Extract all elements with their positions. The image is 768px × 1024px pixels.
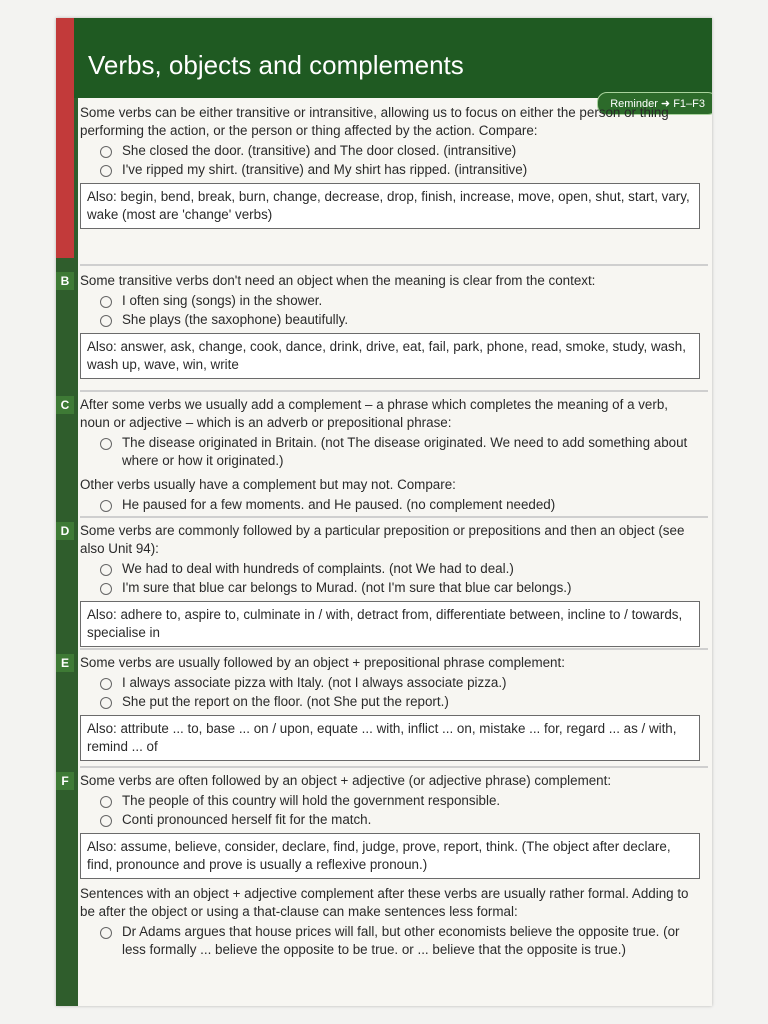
- bullet-circle-icon: [100, 927, 112, 939]
- bullet-circle-icon: [100, 697, 112, 709]
- section-intro-2: Sentences with an object + adjective complement after these verbs are usually rather formal. Adding to be after the object or using a that-clause can make sentences less formal:: [80, 886, 689, 919]
- section-divider: [80, 648, 708, 650]
- example-text: He paused for a few moments. and He paused. (no complement needed): [122, 497, 556, 512]
- example-item: [100, 693, 700, 711]
- bullet-circle-icon: [100, 146, 112, 158]
- section-letter-d: D: [56, 522, 74, 540]
- bullet-circle-icon: [100, 438, 112, 450]
- section-a: [80, 104, 700, 229]
- also-box: Also: adhere to, aspire to, culminate in / with, detract from, differentiate between, incline to / towards, specialise in: [80, 601, 700, 647]
- example-text: She closed the door. (transitive) and The door closed. (intransitive): [122, 143, 517, 158]
- reminder-badge: Reminder ➜ F1–F3: [597, 92, 712, 115]
- example-item: [100, 292, 700, 310]
- bullet-circle-icon: [100, 296, 112, 308]
- example-text: I've ripped my shirt. (transitive) and My shirt has ripped. (intransitive): [122, 162, 528, 177]
- section-c: [60, 396, 700, 515]
- bullet-circle-icon: [100, 796, 112, 808]
- section-letter-c: C: [56, 396, 74, 414]
- example-item: [100, 161, 700, 179]
- section-d: [60, 522, 700, 647]
- also-box: Also: assume, believe, consider, declare, find, judge, prove, report, think. (The object after declare, find, pronounce and prove is usually a reflexive pronoun.): [80, 833, 700, 879]
- section-intro-2: Other verbs usually have a complement but may not. Compare:: [80, 477, 456, 492]
- bullet-circle-icon: [100, 500, 112, 512]
- example-text: The people of this country will hold the government responsible.: [122, 793, 501, 808]
- also-box: Also: attribute ... to, base ... on / upon, equate ... with, inflict ... on, mistake ... for, regard ... as / with, remind ... of: [80, 715, 700, 761]
- section-intro: After some verbs we usually add a complement – a phrase which completes the meaning of a verb, noun or adjective – which is an adverb or prepositional phrase:: [80, 397, 669, 430]
- example-item: [100, 311, 700, 329]
- example-item: [100, 579, 700, 597]
- section-b: [60, 272, 700, 379]
- example-item: [100, 792, 700, 810]
- also-box: Also: begin, bend, break, burn, change, decrease, drop, finish, increase, move, open, shut, start, vary, wake (most are 'change' verbs): [80, 183, 700, 229]
- section-letter-e: E: [56, 654, 74, 672]
- example-item: [100, 560, 700, 578]
- example-text: I often sing (songs) in the shower.: [122, 293, 323, 308]
- example-item: [100, 434, 700, 470]
- section-divider: [80, 390, 708, 392]
- example-text: Conti pronounced herself fit for the match.: [122, 812, 372, 827]
- also-box: Also: answer, ask, change, cook, dance, drink, drive, eat, fail, park, phone, read, smoke, study, wash, wash up, wave, win, write: [80, 333, 700, 379]
- example-text: I'm sure that blue car belongs to Murad. (not I'm sure that blue car belongs.): [122, 580, 572, 595]
- example-item: [100, 674, 700, 692]
- bullet-circle-icon: [100, 564, 112, 576]
- bullet-circle-icon: [100, 815, 112, 827]
- example-item: [100, 811, 700, 829]
- example-text: I always associate pizza with Italy. (not I always associate pizza.): [122, 675, 507, 690]
- section-intro: Some verbs can be either transitive or intransitive, allowing us to focus on either the person or thing performing the action, or the person or thing affected by the action. Compare:: [80, 105, 669, 138]
- example-text: The disease originated in Britain. (not The disease originated. We need to add something about where or how it originated.): [122, 435, 688, 468]
- section-intro: Some verbs are often followed by an object + adjective (or adjective phrase) complement:: [80, 773, 612, 788]
- book-page: [56, 18, 712, 1006]
- example-item: [100, 496, 700, 514]
- unit-header: [74, 18, 712, 98]
- bullet-circle-icon: [100, 315, 112, 327]
- example-text: She put the report on the floor. (not She put the report.): [122, 694, 449, 709]
- section-intro: Some verbs are commonly followed by a particular preposition or prepositions and then an object (see also Unit 94):: [80, 523, 685, 556]
- section-intro: Some transitive verbs don't need an object when the meaning is clear from the context:: [80, 273, 596, 288]
- bullet-circle-icon: [100, 678, 112, 690]
- bullet-circle-icon: [100, 583, 112, 595]
- section-intro: Some verbs are usually followed by an object + prepositional phrase complement:: [80, 655, 565, 670]
- example-text: We had to deal with hundreds of complaints. (not We had to deal.): [122, 561, 514, 576]
- example-item: [100, 923, 700, 959]
- example-text: Dr Adams argues that house prices will fall, but other economists believe the opposite true. (or less formally ... believe the opposite to be true. or ... believe that the opposite is true.): [122, 924, 680, 957]
- section-divider: [80, 766, 708, 768]
- section-letter-f: F: [56, 772, 74, 790]
- page-title: Verbs, objects and complements: [88, 50, 464, 80]
- section-e: [60, 654, 700, 761]
- section-letter-b: B: [56, 272, 74, 290]
- example-item: [100, 142, 700, 160]
- page-side-accent: [56, 18, 74, 258]
- bullet-circle-icon: [100, 165, 112, 177]
- section-f: [61, 772, 700, 960]
- section-divider: [80, 516, 708, 518]
- example-text: She plays (the saxophone) beautifully.: [122, 312, 349, 327]
- section-divider: [80, 264, 708, 266]
